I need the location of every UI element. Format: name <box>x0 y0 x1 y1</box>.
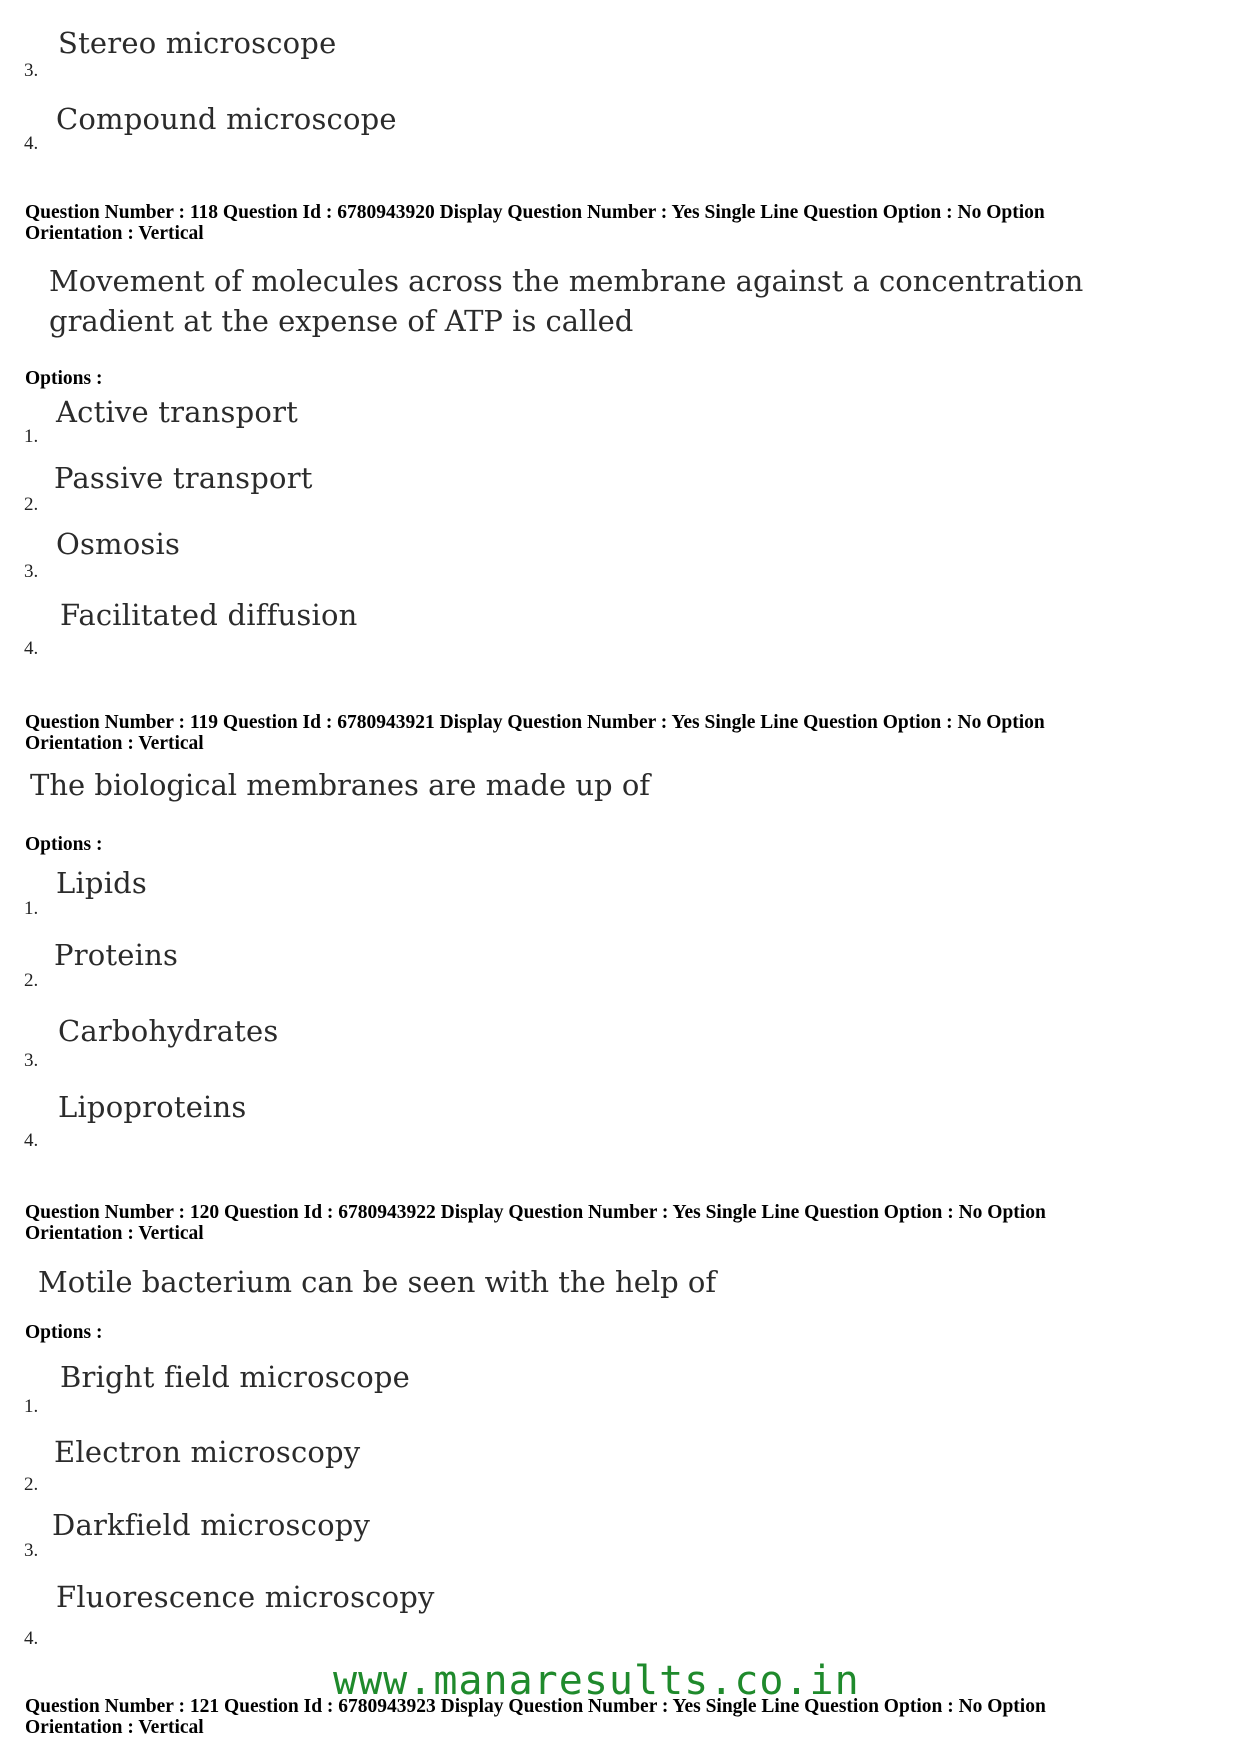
question-meta-line1: Question Number : 121 Question Id : 6780943923 Display Question Number : Yes Single Line Question Option : No Option <box>25 1696 1046 1717</box>
option-number: 1. <box>24 426 39 447</box>
question-meta <box>25 1696 1215 1738</box>
option-number: 4. <box>24 638 39 659</box>
option-text: Stereo microscope <box>58 26 337 60</box>
option-text: Electron microscopy <box>54 1435 361 1469</box>
option-number: 3. <box>24 561 39 582</box>
option-number: 4. <box>24 1628 39 1649</box>
option-number: 4. <box>24 1130 39 1151</box>
options-label: Options : <box>25 834 103 855</box>
question-stem-line1: The biological membranes are made up of <box>30 768 651 802</box>
option-text: Carbohydrates <box>58 1014 279 1048</box>
option-text: Facilitated diffusion <box>60 598 358 632</box>
option-number: 2. <box>24 970 39 991</box>
option-text: Compound microscope <box>56 102 397 136</box>
question-stem-line1: Motile bacterium can be seen with the help of <box>38 1265 717 1299</box>
option-number: 1. <box>24 898 39 919</box>
option-text: Lipoproteins <box>58 1090 247 1124</box>
option-text: Proteins <box>54 938 179 972</box>
question-stem <box>30 765 650 805</box>
option-text: Bright field microscope <box>60 1360 411 1394</box>
question-stem <box>38 1262 716 1302</box>
site-watermark: www.manaresults.co.in <box>333 1658 860 1704</box>
question-meta <box>25 1202 1215 1244</box>
option-text: Fluorescence microscopy <box>56 1580 435 1614</box>
option-number: 1. <box>24 1396 39 1417</box>
option-number: 4. <box>24 133 39 154</box>
question-meta <box>25 712 1215 754</box>
question-stem-line1: Movement of molecules across the membrane against a concentration <box>49 264 1084 298</box>
question-meta-line2: Orientation : Vertical <box>25 733 204 754</box>
question-meta-line2: Orientation : Vertical <box>25 1717 204 1738</box>
option-number: 3. <box>24 1050 39 1071</box>
question-meta-line2: Orientation : Vertical <box>25 1223 204 1244</box>
question-stem-line2: gradient at the expense of ATP is called <box>49 304 634 338</box>
option-text: Lipids <box>56 866 148 900</box>
question-meta <box>25 202 1215 244</box>
option-text: Active transport <box>56 395 298 429</box>
question-stem <box>49 261 1083 341</box>
option-number: 2. <box>24 494 39 515</box>
option-number: 2. <box>24 1474 39 1495</box>
option-text: Darkfield microscopy <box>52 1508 371 1542</box>
question-meta-line1: Question Number : 119 Question Id : 6780943921 Display Question Number : Yes Single Line Question Option : No Option <box>25 712 1045 733</box>
option-text: Passive transport <box>54 461 313 495</box>
option-number: 3. <box>24 1540 39 1561</box>
option-number: 3. <box>24 60 39 81</box>
options-label: Options : <box>25 1322 103 1343</box>
options-label: Options : <box>25 368 103 389</box>
option-text: Osmosis <box>56 527 181 561</box>
question-meta-line2: Orientation : Vertical <box>25 223 204 244</box>
question-meta-line1: Question Number : 120 Question Id : 6780943922 Display Question Number : Yes Single Line Question Option : No Option <box>25 1202 1046 1223</box>
question-meta-line1: Question Number : 118 Question Id : 6780943920 Display Question Number : Yes Single Line Question Option : No Option <box>25 202 1045 223</box>
